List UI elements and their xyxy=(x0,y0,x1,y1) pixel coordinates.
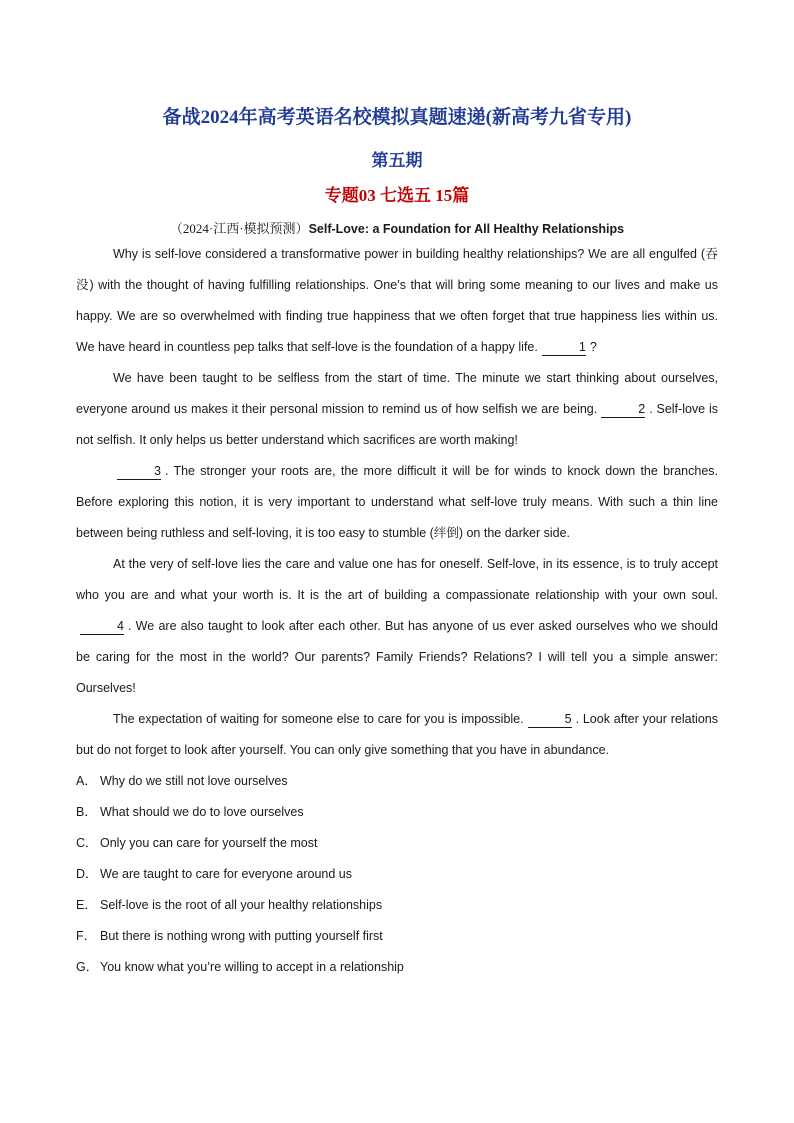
paragraph-3: 3 . The stronger your roots are, the more difficult it will be for winds to knock down the branches. Before exploring this notion, it is very important to understand what self-love truly means. With such a thin line between being ruthless and self-loving, it is too easy to stumble (绊倒) on the darker side. xyxy=(76,464,718,540)
option-letter: A． xyxy=(76,774,97,788)
paragraph-4: At the very of self-love lies the care and value one has for oneself. Self-love, in its essence, is to truly accept who you are and what your worth is. It is the art of building a compassionate relationship with your own soul.4 . We are also taught to look after each other. But has anyone of us ever asked ourselves who we should be caring for the most in the world? Our parents? Family Friends? Relations? I will tell you a simple answer: Ourselves! xyxy=(76,557,718,695)
option-e[interactable] xyxy=(76,890,718,921)
topic-heading: 专题03 七选五 15篇 xyxy=(324,186,470,205)
paragraph-2: We have been taught to be selfless from the start of time. The minute we start thinking about ourselves, everyone around us makes it their personal mission to remind us of how selfish we are being. 2 . Self-love is not selfish. It only helps us better understand which sacrifices are worth making! xyxy=(76,371,718,447)
blank-2[interactable]: 2 xyxy=(601,402,645,418)
option-letter: B． xyxy=(76,805,97,819)
option-text: Only you can care for yourself the most xyxy=(100,836,318,850)
option-letter: E． xyxy=(76,898,97,912)
option-g[interactable] xyxy=(76,952,718,983)
source-tag: （2024·江西·模拟预测） xyxy=(169,221,309,236)
blank-3[interactable]: 3 xyxy=(117,464,161,480)
option-letter: F． xyxy=(76,929,97,943)
option-c[interactable] xyxy=(76,828,718,859)
option-f[interactable] xyxy=(76,921,718,952)
option-letter: G． xyxy=(76,960,99,974)
document-page xyxy=(76,100,718,983)
option-letter: C． xyxy=(76,836,98,850)
article-title: Self-Love: a Foundation for All Healthy Relationships xyxy=(308,222,625,236)
article-heading xyxy=(76,219,718,239)
option-a[interactable] xyxy=(76,766,718,797)
option-d[interactable] xyxy=(76,859,718,890)
option-text: What should we do to love ourselves xyxy=(100,805,304,819)
blank-1[interactable]: 1 xyxy=(542,340,586,356)
paragraph-5: The expectation of waiting for someone else to care for you is impossible. 5 . Look after your relations but do not forget to look after yourself. You can only give something that you have in abundance. xyxy=(76,712,718,757)
blank-4[interactable]: 4 xyxy=(80,619,124,635)
option-text: You know what you’re willing to accept in a relationship xyxy=(100,960,404,974)
paragraph-1: Why is self-love considered a transformative power in building healthy relationships? We are all engulfed (吞没) with the thought of having fulfilling relationships. One’s that will bring some meaning to our lives and make us happy. We are so overwhelmed with finding true happiness that we often forget that true happiness lies within us. We have heard in countless pep talks that self-love is the foundation of a happy life. 1 ? xyxy=(76,247,718,354)
option-text: But there is nothing wrong with putting yourself first xyxy=(100,929,383,943)
issue-label: 第五期 xyxy=(371,151,423,170)
options-list xyxy=(76,766,718,983)
blank-5[interactable]: 5 xyxy=(528,712,572,728)
option-letter: D． xyxy=(76,867,98,881)
option-text: We are taught to care for everyone around us xyxy=(100,867,353,881)
option-text: Self-love is the root of all your healthy relationships xyxy=(100,898,383,912)
option-text: Why do we still not love ourselves xyxy=(100,774,288,788)
option-b[interactable] xyxy=(76,797,718,828)
document-title: 备战2024年高考英语名校模拟真题速递(新高考九省专用) xyxy=(162,107,632,128)
